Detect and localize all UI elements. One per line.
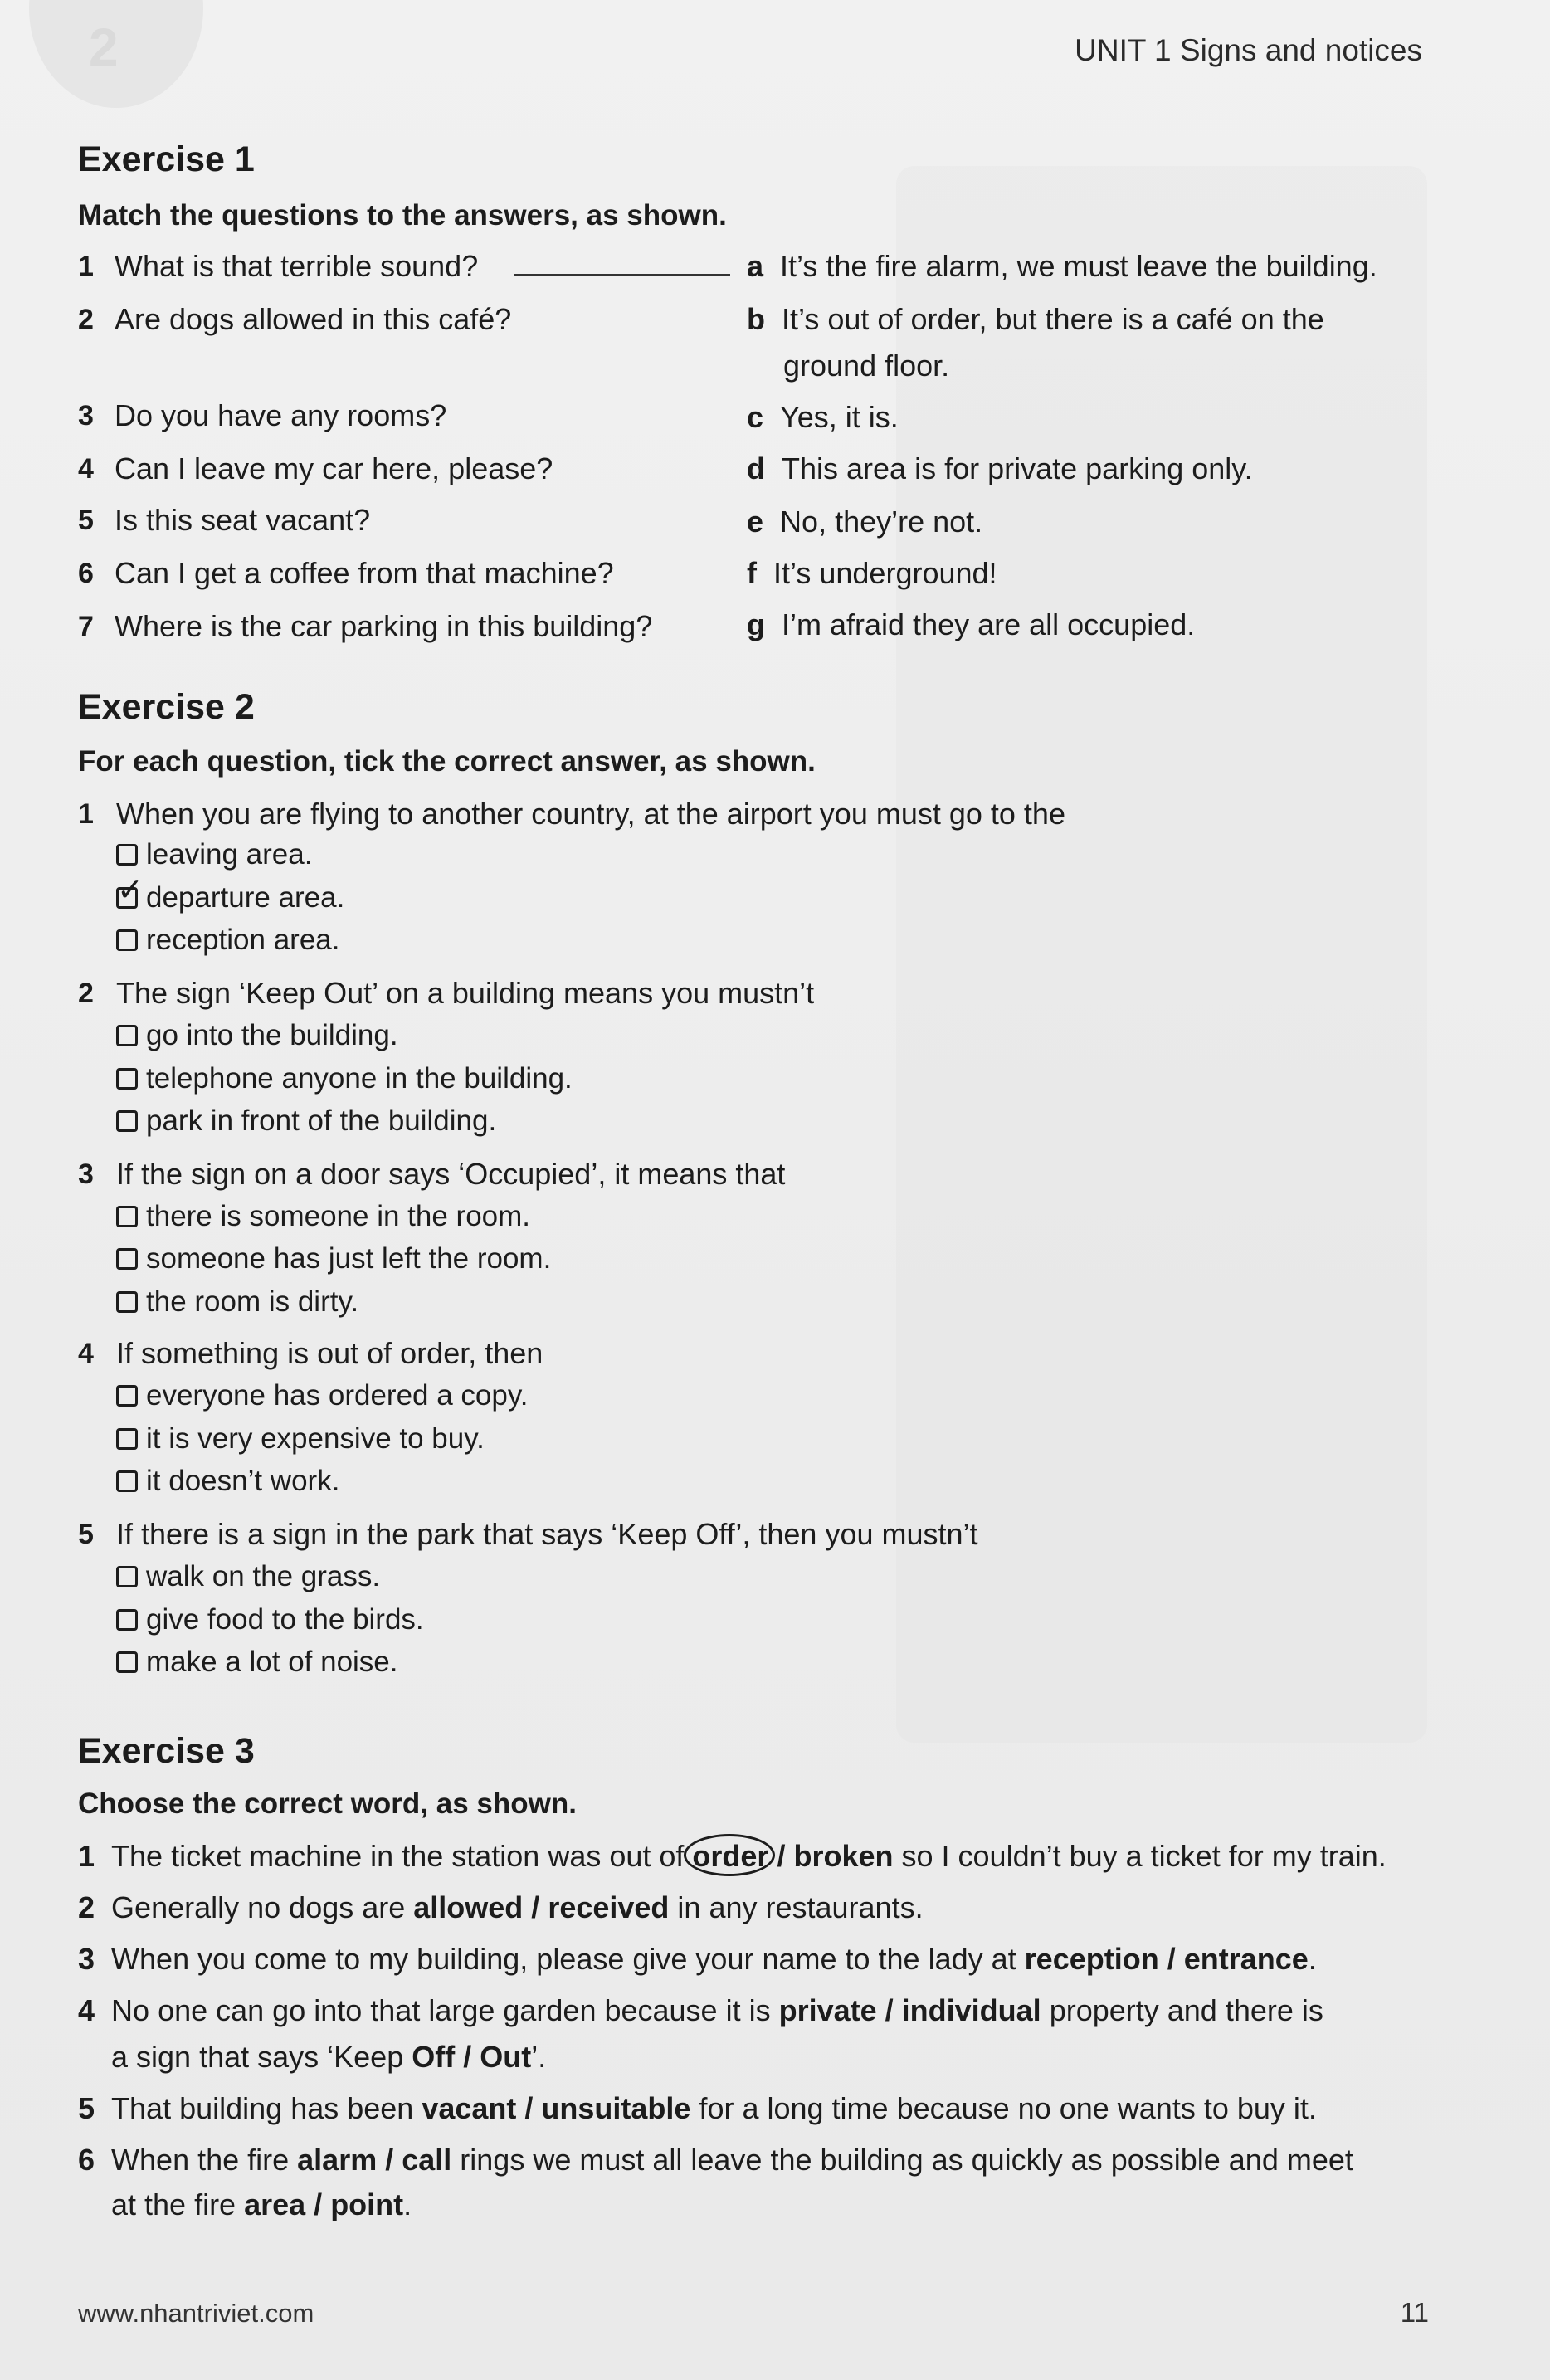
option-word: order: [692, 1839, 769, 1873]
option-word: alarm: [297, 2143, 378, 2177]
corner-number: 2: [89, 17, 119, 77]
option-text: park in front of the building.: [146, 1105, 497, 1137]
checkbox[interactable]: [116, 1428, 138, 1450]
exercise3-instruction: Choose the correct word, as shown.: [78, 1787, 577, 1820]
answer-b: [747, 302, 1324, 337]
option-text: make a lot of noise.: [146, 1646, 398, 1678]
question-text: Can I get a coffee from that machine?: [115, 556, 614, 590]
word-separator: /: [768, 1839, 794, 1873]
question-text: When you are flying to another country, at the airport you must go to the: [116, 797, 1065, 831]
question-text: Do you have any rooms?: [115, 398, 447, 432]
exercise3-item-6: [78, 2143, 1353, 2178]
question-text: Are dogs allowed in this café?: [115, 302, 512, 336]
option: [116, 1242, 551, 1275]
item-text: The ticket machine in the station was out of: [111, 1839, 693, 1873]
item-text: When the fire: [111, 2143, 298, 2177]
item-number: 2: [78, 1890, 95, 1924]
item-text: rings we must all leave the building as quickly as possible and meet: [451, 2143, 1353, 2177]
show-through-panel: [896, 166, 1427, 1743]
checkbox[interactable]: [116, 1291, 138, 1313]
option-text: someone has just left the room.: [146, 1242, 552, 1275]
option-text: leaving area.: [146, 838, 313, 871]
question-number: 5: [78, 505, 94, 536]
option-text: the room is dirty.: [146, 1285, 359, 1318]
word-separator: /: [523, 1890, 548, 1924]
item-text: for a long time because no one wants to buy it.: [690, 2091, 1317, 2125]
checkbox[interactable]: [116, 1470, 138, 1492]
option: [116, 1019, 398, 1052]
option-word: broken: [793, 1839, 894, 1873]
answer-text: It’s underground!: [773, 556, 997, 590]
exercise3-title: Exercise 3: [78, 1731, 255, 1771]
answer-letter: b: [747, 302, 765, 336]
option: [116, 1105, 496, 1138]
checkbox[interactable]: [116, 1068, 138, 1090]
answer-letter: f: [747, 556, 757, 590]
exercise1-title: Exercise 1: [78, 139, 255, 179]
word-separator: /: [377, 2143, 402, 2177]
option: [116, 1603, 424, 1636]
answer-d: [747, 451, 1253, 486]
option: [116, 1200, 530, 1233]
item-number: 6: [78, 2143, 95, 2177]
item-text: property and there is: [1041, 1993, 1323, 2027]
checkbox[interactable]: [116, 1248, 138, 1270]
exercise3-item-4: [78, 1993, 1323, 2028]
item-text: .: [403, 2187, 412, 2221]
item-number: 1: [78, 1839, 95, 1873]
checkbox[interactable]: [116, 929, 138, 951]
exercise3-item-2: [78, 1890, 924, 1925]
checkbox[interactable]: [116, 1566, 138, 1587]
answer-text: It’s the fire alarm, we must leave the building.: [780, 249, 1377, 283]
question-text: Where is the car parking in this building?: [115, 609, 653, 643]
option-text: reception area.: [146, 924, 340, 956]
question-number: 3: [78, 400, 94, 432]
option-word: allowed: [413, 1890, 524, 1924]
option-text: it doesn’t work.: [146, 1465, 340, 1497]
exercise3-item-6-line2: [111, 2187, 412, 2222]
option-text: there is someone in the room.: [146, 1200, 531, 1232]
question-number: 4: [78, 1338, 94, 1369]
question-text: Can I leave my car here, please?: [115, 451, 553, 485]
option: [116, 1062, 573, 1095]
option-text: walk on the grass.: [146, 1560, 381, 1592]
item-number: 5: [78, 2091, 95, 2125]
option: [116, 924, 339, 957]
question-text: If something is out of order, then: [116, 1336, 543, 1370]
item-text: a sign that says ‘Keep: [111, 2040, 412, 2074]
question-number: 4: [78, 453, 94, 485]
option-word: Off: [412, 2040, 456, 2074]
option-word-circled: [692, 1839, 768, 1873]
option-text: it is very expensive to buy.: [146, 1422, 485, 1455]
option-text: telephone anyone in the building.: [146, 1062, 573, 1095]
question-number: 3: [78, 1158, 94, 1190]
item-text: so I couldn’t buy a ticket for my train.: [893, 1839, 1387, 1873]
option-text: everyone has ordered a copy.: [146, 1379, 529, 1412]
answer-circle: [684, 1834, 775, 1876]
answer-letter: g: [747, 607, 765, 641]
option: [116, 838, 312, 871]
option: [116, 1465, 339, 1498]
corner-circle: [29, 0, 203, 108]
answer-text: I’m afraid they are all occupied.: [782, 607, 1196, 641]
answer-letter: a: [747, 249, 764, 283]
answer-a: [747, 249, 1377, 284]
question-text: If the sign on a door says ‘Occupied’, it means that: [116, 1157, 786, 1191]
option-text: give food to the birds.: [146, 1603, 424, 1636]
exercise1-instruction: Match the questions to the answers, as shown.: [78, 199, 727, 232]
exercise3-item-5: [78, 2091, 1317, 2126]
question-text: The sign ‘Keep Out’ on a building means you mustn’t: [116, 976, 815, 1010]
option: [116, 1422, 485, 1456]
word-separator: /: [305, 2187, 331, 2221]
option-word: vacant: [422, 2091, 517, 2125]
example-match-line: [514, 274, 730, 276]
exercise3-item-1: [78, 1839, 1387, 1874]
footer-website[interactable]: www.nhantriviet.com: [78, 2299, 314, 2328]
answer-letter: e: [747, 505, 764, 539]
question-number: 2: [78, 978, 94, 1009]
option-word: entrance: [1183, 1942, 1309, 1976]
answer-text: This area is for private parking only.: [782, 451, 1253, 485]
option: [116, 1560, 380, 1593]
word-separator: /: [876, 1993, 902, 2027]
exercise2-instruction: For each question, tick the correct answer, as shown.: [78, 745, 816, 778]
option-word: point: [330, 2187, 404, 2221]
exercise2-title: Exercise 2: [78, 687, 255, 727]
item-text: No one can go into that large garden because it is: [111, 1993, 779, 2027]
answer-c: [747, 400, 899, 435]
question-text: What is that terrible sound?: [115, 249, 479, 283]
word-separator: /: [516, 2091, 542, 2125]
checkbox[interactable]: [116, 1385, 138, 1407]
word-separator: /: [455, 2040, 480, 2074]
option: [116, 1379, 528, 1412]
question-text: Is this seat vacant?: [115, 503, 371, 537]
question-number: 1: [78, 798, 94, 830]
option-word: private: [778, 1993, 877, 2027]
option-word: individual: [901, 1993, 1041, 2027]
exercise3-item-3: [78, 1942, 1317, 1977]
item-number: 3: [78, 1942, 95, 1976]
option-word: call: [402, 2143, 452, 2177]
item-text: That building has been: [111, 2091, 422, 2125]
question-number: 6: [78, 558, 94, 589]
question-number: 5: [78, 1519, 94, 1550]
option-text: go into the building.: [146, 1019, 398, 1051]
answer-letter: d: [747, 451, 765, 485]
checkbox[interactable]: [116, 1609, 138, 1631]
option: [116, 881, 344, 914]
checkbox[interactable]: [116, 1651, 138, 1673]
option-word: unsuitable: [541, 2091, 691, 2125]
option-word: received: [548, 1890, 670, 1924]
question-number: 7: [78, 611, 94, 642]
checkbox[interactable]: [116, 1206, 138, 1227]
answer-text: It’s out of order, but there is a café on the: [782, 302, 1324, 336]
question-number: 2: [78, 304, 94, 335]
checkbox-checked[interactable]: [116, 887, 138, 909]
checkbox[interactable]: [116, 1110, 138, 1132]
option-text: departure area.: [146, 881, 345, 914]
unit-header: UNIT 1 Signs and notices: [1075, 33, 1422, 67]
item-text: ’.: [531, 2040, 547, 2074]
item-text: .: [1308, 1942, 1317, 1976]
option-word: area: [244, 2187, 306, 2221]
question-text: If there is a sign in the park that says ‘Keep Off’, then you mustn’t: [116, 1517, 978, 1551]
option: [116, 1646, 398, 1679]
page-number: 11: [1400, 2297, 1429, 2328]
answer-b-line2: ground floor.: [783, 349, 950, 383]
answer-e: [747, 505, 982, 539]
answer-letter: c: [747, 400, 764, 434]
answer-text: No, they’re not.: [780, 505, 983, 539]
exercise3-item-4-line2: [111, 2040, 546, 2075]
answer-f: [747, 556, 997, 591]
item-text: Generally no dogs are: [111, 1890, 414, 1924]
item-number: 4: [78, 1993, 95, 2027]
option-word: Out: [480, 2040, 532, 2074]
checkbox[interactable]: [116, 844, 138, 866]
item-text: at the fire: [111, 2187, 245, 2221]
item-text: When you come to my building, please give your name to the lady at: [111, 1942, 1025, 1976]
answer-text: Yes, it is.: [780, 400, 899, 434]
option-word: reception: [1024, 1942, 1159, 1976]
item-text: in any restaurants.: [669, 1890, 924, 1924]
question-number: 1: [78, 251, 94, 282]
checkbox[interactable]: [116, 1025, 138, 1046]
answer-g: [747, 607, 1195, 642]
option: [116, 1285, 358, 1319]
word-separator: /: [1158, 1942, 1184, 1976]
